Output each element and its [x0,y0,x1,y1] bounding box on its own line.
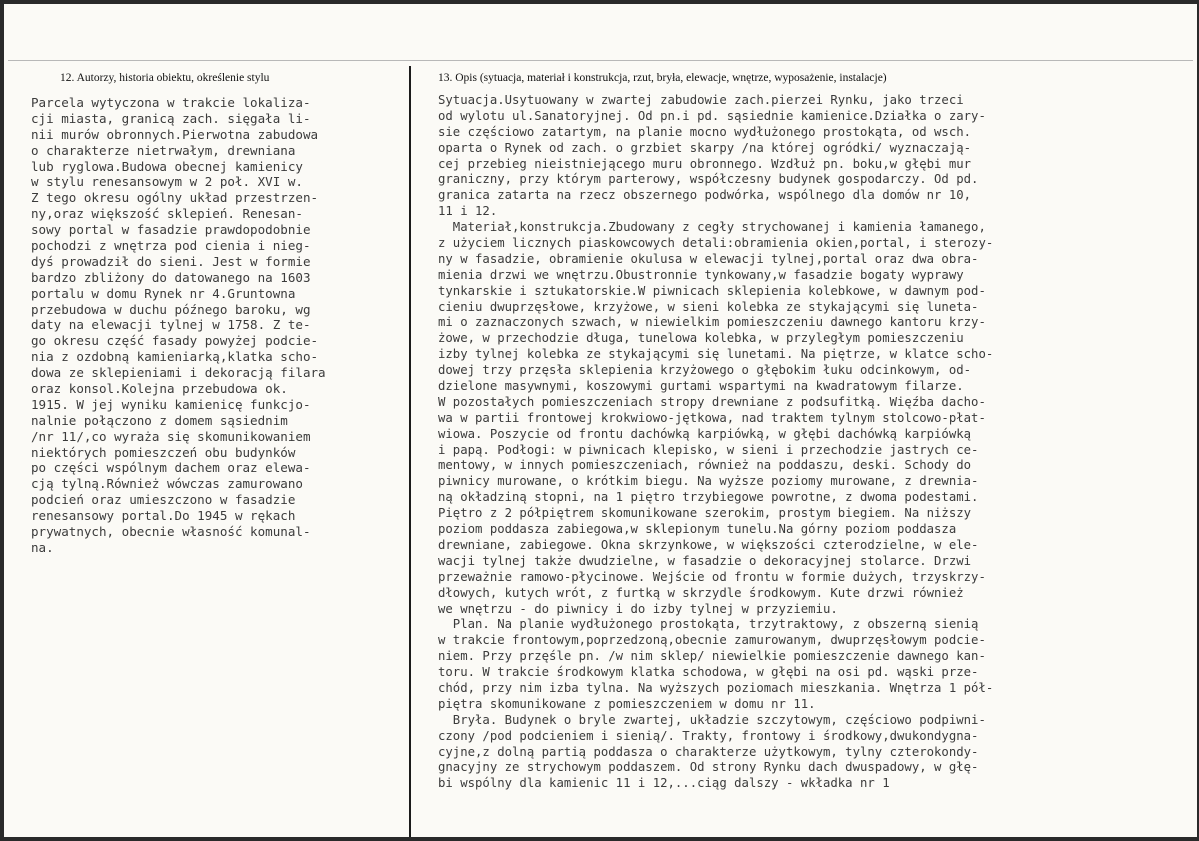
description-line: mentowy, w innych pomieszczeniach, również na poddaszu, deski. Schody do [438,458,972,473]
description-line: Plan. Na planie wydłużonego prostokąta, trzytraktowy, z obszerną sienią [438,617,979,632]
history-line: niektórych pomieszczeń obu budynków [31,444,296,460]
history-line: oraz konsol.Kolejna przebudowa ok. [31,381,288,397]
description-line: ny w fasadzie, obramienie okulusa w elewacji tylnej,portal oraz dwa obra- [438,251,979,266]
history-line: Z tego okresu ogólny układ przestrzen- [31,190,319,206]
description-line: gnacyjny ze strychowym poddaszem. Od strony Rynku dach dwuspadowy, w głę- [438,760,979,775]
description-line: dłowych, kutych wrót, z furtką w skrzydle środkowym. Kute drzwi również [438,585,964,600]
description-line: bi wspólny dla kamienic 11 i 12,...ciąg dalszy - wkładka nr 1 [438,776,890,791]
description-line: cieniu dwuprzęsłowe, krzyżowe, w sieni kolebka ze stykającymi się luneta- [438,299,979,314]
description-line: Sytuacja.Usytuowany w zwartej zabudowie zach.pierzei Rynku, jako trzeci [438,93,964,107]
description-line: czony /pod podcieniem i sienią/. Trakty, frontowy i środkowy,dwukondygna- [438,728,979,743]
history-line: sowy portal w fasadzie prawdopodobnie [31,222,311,238]
description-line: sie częściowo zatartym, na planie mocno wydłużonego prostokąta, od wsch. [438,124,972,139]
history-line: Parcela wytyczona w trakcie lokaliza- [31,95,311,110]
description-line: oparta o Rynek od zach. o grzbiet skarpy /na której ogródki/ wyznaczają- [438,140,972,155]
history-line: nii murów obronnych.Pierwotna zabudowa [31,126,319,142]
description-line: mienia drzwi we wnętrzu.Obustronnie tynkowany,w fasadzie bogaty wyprawy [438,267,964,282]
description-line: z użyciem licznych piaskowcowych detali:obramienia okien,portal, i sterozy- [438,236,994,251]
description-line: cej przebieg nieistniejącego muru obronnego. Wzdłuż pn. boku,w głębi mur [438,156,972,171]
description-line: toru. W trakcie środkowym klatka schodowa, w głębi na osi pd. wąski prze- [438,665,979,680]
description-line: drewniane, zabiegowe. Okna skrzynkowe, w większości czterodzielne, w ele- [438,537,979,552]
description-line: mi o zaznaczonych szwach, w niewielkim pomieszczeniu dawnego kantoru krzy- [438,315,986,330]
history-line: nalnie połączono z domem sąsiednim [31,412,288,428]
section-13-header: 13. Opis (sytuacja, materiał i konstrukcja, rzut, bryła, elewacje, wnętrze, wyposażenie, instalacje) [438,72,887,84]
description-line: we wnętrzu - do piwnicy i do izby tylnej w przyziemiu. [438,601,838,616]
description-line: ną okładziną stopni, na 1 piętro trzybiegowe powrotne, z dwoma podestami. [438,490,979,505]
history-line: portalu w domu Rynek nr 4.Gruntowna [31,285,296,301]
description-line: Materiał,konstrukcja.Zbudowany z cegły strychowanej i kamienia łamanego, [438,220,986,235]
history-line: 1915. W jej wyniku kamienicę funkcjo- [31,396,311,412]
history-line: ny,oraz większość sklepień. Renesan- [31,206,303,222]
history-line: lub ryglowa.Budowa obecnej kamienicy [31,158,303,174]
description-line: w trakcie frontowym,poprzedzoną,obecnie zamurowanym, dwuprzęsłowym podcie- [438,633,986,648]
description-line: od wylotu ul.Sanatoryjnej. Od pn.i pd. sąsiednie kamienice.Działka o zary- [438,108,986,123]
history-line: na. [31,539,54,555]
top-rule [8,60,1193,61]
description-line: izby tylnej kolebka ze stykającymi się lunetami. Na piętrze, w klatce scho- [438,347,994,362]
history-line: nia z ozdobną kamieniarką,klatka scho- [31,349,319,365]
history-line: dyś prowadził do sieni. Jest w formie [31,253,311,269]
description-line: piwnicy murowane, o krótkim biegu. Na wyższe poziomy murowane, z drewnia- [438,474,979,489]
description-line: W pozostałych pomieszczeniach stropy drewniane z podsufitką. Więźba dacho- [438,394,986,409]
description-line: granica zatarta na rzecz obszernego podwórka, wspólnego dla domów nr 10, [438,188,972,203]
history-line: bardzo zbliżony do datowanego na 1603 [31,269,311,285]
description-line: piętra skomunikowane z pomieszczeniem w domu nr 11. [438,696,816,711]
history-line: go okresu część fasady powyżej podcie- [31,333,319,349]
description-line: dzielone masywnymi, koszowymi gurtami wspartymi na kwadratowym filarze. [438,379,964,394]
history-line: po części wspólnym dachem oraz elewa- [31,460,311,476]
history-line: /nr 11/,co wyraża się skomunikowaniem [31,428,311,444]
description-line: wiowa. Poszycie od frontu dachówką karpiówką, w głębi dachówką karpiówką [438,426,972,441]
history-line: renesansowy portal.Do 1945 w rękach [31,508,296,524]
description-line: wa w partii frontowej krokwiowo-jętkowa, nad traktem tylnym stolcowo-płat- [438,410,986,425]
column-divider [409,66,411,837]
description-line: Bryła. Budynek o bryle zwartej, układzie szczytowym, częściowo podpiwni- [438,712,986,727]
history-line: podcień oraz umieszczono w fasadzie [31,492,296,508]
description-line: wacji tylnej także dwudzielne, w fasadzie o dekoracyjnej stolarce. Drzwi [438,553,972,568]
description-line: graniczny, przy którym parterowy, współczesny budynek gospodarczy. Od pd. [438,172,979,187]
description-line: dowej trzy przęsła sklepienia krzyżowego o głębokim łuku odcinkowym, od- [438,363,972,378]
history-line: o charakterze nietrwałym, drewniana [31,142,296,158]
history-text [31,95,407,556]
description-line: tynkarskie i sztukatorskie.W piwnicach sklepienia kolebkowe, w dawnym pod- [438,283,986,298]
description-line: 11 i 12. [438,204,498,219]
description-line: przeważnie ramowo-płycinowe. Wejście od frontu w formie dużych, trzyskrzy- [438,569,986,584]
history-line: cją tylną.Również wówczas zamurowano [31,476,303,492]
history-line: przebudowa w duchu późnego baroku, wg [31,301,311,317]
description-line: niem. Przy przęśle pn. /w nim sklep/ niewielkie pomieszczenie dawnego kan- [438,649,986,664]
description-line: żowe, w przechodzie długa, tunelowa kolebka, w przyległym pomieszczeniu [438,331,964,346]
description-line: chód, przy nim izba tylna. Na wyższych poziomach mieszkania. Wnętrza 1 pół- [438,680,994,695]
history-line: pochodzi z wnętrza pod cienia i nieg- [31,238,311,254]
description-line: poziom poddasza zabiegowa,w sklepionym tunelu.Na górny poziom poddasza [438,522,957,537]
description-line: i papą. Podłogi: w piwnicach klepisko, w sieni i przechodzie jastrych ce- [438,442,979,457]
history-line: dowa ze sklepieniami i dekoracją filara [31,365,326,381]
description-line: Piętro z 2 półpiętrem skomunikowane szerokim, prostym biegiem. Na niższy [438,506,972,521]
description-line: cyjne,z dolną partią poddasza o charakterze użytkowym, tylny czterokondy- [438,744,979,759]
history-line: w stylu renesansowym w 2 poł. XVI w. [31,174,303,190]
description-text [438,93,1194,792]
history-line: cji miasta, granicą zach. sięgała li- [31,110,311,126]
document-page [4,4,1197,837]
history-line: daty na elewacji tylnej w 1758. Z te- [31,317,311,333]
history-line: prywatnych, obecnie własność komunal- [31,524,311,540]
section-12-header: 12. Autorzy, historia obiektu, określenie stylu [60,72,270,84]
